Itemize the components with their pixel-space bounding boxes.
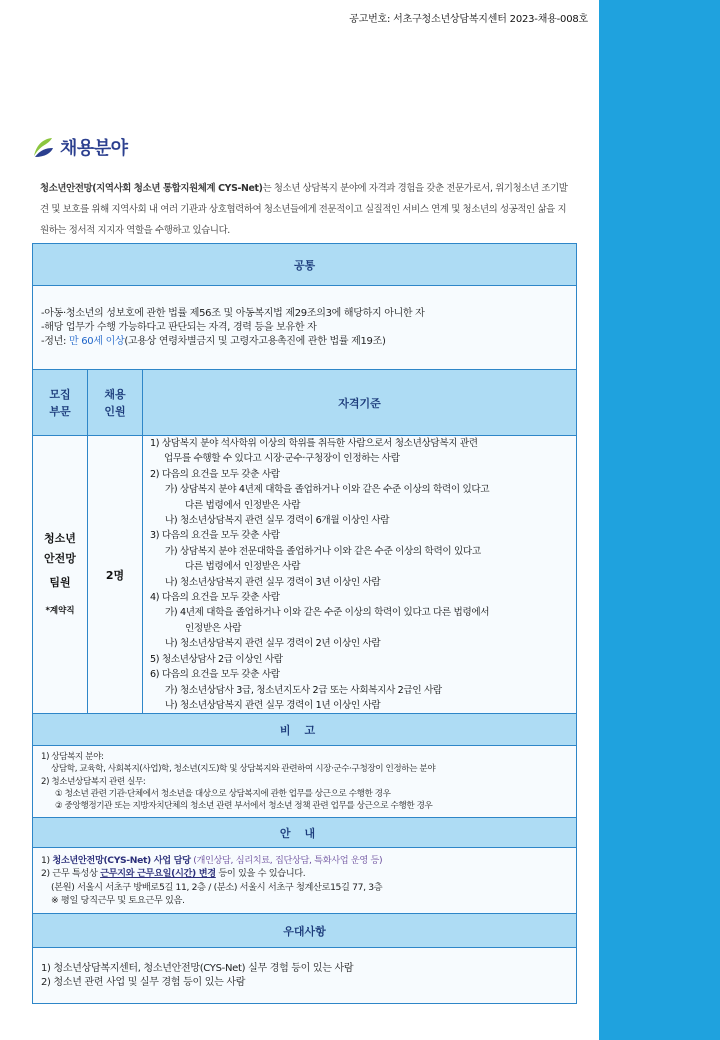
intro-paragraph [40, 178, 570, 241]
contract-note: *계약직 [45, 605, 75, 616]
notice-number: 공고번호: 서초구청소년상담복지센터 2023-채용-008호 [349, 14, 588, 25]
note-line: ① 청소년 관련 기관·단체에서 청소년을 대상으로 상담복지에 관한 업무를 상근으로 수행한 경우 [55, 789, 391, 800]
qualification-line: 1) 상담복지 분야 석사학위 이상의 학위를 취득한 사람으로서 청소년상담복지 관련 [150, 438, 478, 449]
retirement-age-highlight: 만 60세 이상 [68, 335, 125, 347]
guide-line-4: ※ 평일 당직근무 및 토요근무 있음. [51, 895, 185, 907]
note-line: 2) 청소년상담복지 관련 실무: [41, 776, 146, 787]
guide-line-1: 1) 청소년안전망(CYS-Net) 사업 담당 (개인상담, 심리치료, 집단상담, 특화사업 운영 등) [41, 855, 383, 866]
right-sidebar-band [599, 0, 720, 1040]
qualification-line: 다른 법령에서 인정받은 사람 [185, 561, 301, 573]
qualification-line: 인정받은 사람 [185, 622, 242, 634]
note-line: 상담학, 교육학, 사회복지(사업)학, 청소년(지도)학 및 상담복지와 관련하여 시장·군수·구청장이 인정하는 분야 [51, 764, 436, 775]
col-header-count: 채용 인원 [88, 370, 143, 436]
recruitment-table [32, 243, 577, 1004]
qualification-line: 나) 청소년상담복지 관련 실무 경력이 2년 이상인 사람 [165, 638, 381, 650]
common-line-2: -해당 업무가 수행 가능하다고 판단되는 자격, 경력 등을 보유한 자 [41, 321, 317, 333]
qualification-line: 가) 상담복지 분야 전문대학을 졸업하거나 이와 같은 수준 이상의 학력이 있다고 [165, 545, 481, 557]
preference-body [33, 948, 577, 1004]
qualification-line: 업무를 수행할 수 있다고 시장·군수·구청장이 인정하는 사람 [164, 453, 400, 465]
hiring-count: 2명 [88, 436, 143, 714]
qualification-list [143, 436, 577, 714]
leaf-icon [32, 136, 54, 158]
common-line-1: -아동·청소년의 성보호에 관한 법률 제56조 및 아동복지법 제29조의3에 해당하지 아니한 자 [41, 307, 425, 319]
col-header-qualification: 자격기준 [143, 370, 577, 436]
note-line: ② 중앙행정기관 또는 지방자치단체의 청소년 관련 부서에서 청소년 정책 관련 업무를 상근으로 수행한 경우 [55, 801, 433, 812]
qualification-line: 가) 상담복지 분야 4년제 대학을 졸업하거나 이와 같은 수준 이상의 학력이 있다고 [165, 484, 490, 496]
notes-header: 비고 [33, 714, 577, 746]
guide-header: 안내 [33, 818, 577, 848]
qualification-line: 6) 다음의 요건을 모두 갖춘 사람 [150, 669, 280, 681]
qualification-line: 4) 다음의 요건을 모두 갖춘 사람 [150, 592, 280, 604]
preference-header: 우대사항 [33, 914, 577, 948]
common-header: 공통 [33, 244, 577, 286]
notes-body [33, 746, 577, 818]
preference-line-1: 1) 청소년상담복지센터, 청소년안전망(CYS-Net) 실무 경험 등이 있는 사람 [41, 962, 354, 974]
qualification-line: 다른 법령에서 인정받은 사람 [185, 499, 301, 511]
section-title-text: 채용분야 [60, 138, 128, 159]
qualification-line: 나) 청소년상담복지 관련 실무 경력이 1년 이상인 사람 [165, 699, 381, 711]
col-header-dept: 모집 부문 [33, 370, 88, 436]
preference-line-2: 2) 청소년 관련 사업 및 실무 경험 등이 있는 사람 [41, 976, 246, 988]
qualification-line: 나) 청소년상담복지 관련 실무 경력이 6개월 이상인 사람 [165, 515, 390, 527]
qualification-line: 나) 청소년상담복지 관련 실무 경력이 3년 이상인 사람 [165, 576, 381, 588]
common-line-3: -정년: 만 60세 이상(고용상 연령차별금지 및 고령자고용촉진에 관한 법률 제19조) [41, 335, 386, 347]
dept-cell: 청소년 안전망 팀원 *계약직 [33, 436, 88, 714]
note-line: 1) 상담복지 분야: [41, 751, 104, 762]
section-title [32, 134, 128, 160]
intro-bold: 청소년안전망(지역사회 청소년 통합지원체계 CYS-Net) [40, 183, 263, 194]
qualification-line: 가) 청소년상담사 3급, 청소년지도사 2급 또는 사회복지사 2급인 사람 [165, 684, 442, 696]
guide-body [33, 848, 577, 914]
intro-rest: 는 청소년 상담복지 분야에 자격과 경험을 갖춘 전문가로서, 위기청소년 조기발견 및 보호를 위해 지역사회 내 여러 기관과 상호협력하여 청소년들에게 전문적이고 실질적인 서비스 연계 및 청소년의 성공적인 삶을 지원하는 정서적 지지자 역할을 수행하고 있습니다. [40, 183, 568, 236]
guide-line-3: (본원) 서울시 서초구 방배로5길 11, 2층 / (분소) 서울시 서초구 청계산로15길 77, 3층 [51, 881, 383, 893]
common-body [33, 286, 577, 370]
qualification-line: 가) 4년제 대학을 졸업하거나 이와 같은 수준 이상의 학력이 있다고 다른 법령에서 [165, 607, 490, 619]
qualification-line: 5) 청소년상담사 2급 이상인 사람 [150, 653, 283, 665]
guide-line-2: 2) 근무 특성상 근무지와 근무요일(시간) 변경 등이 있을 수 있습니다. [41, 868, 306, 880]
qualification-line: 3) 다음의 요건을 모두 갖춘 사람 [150, 530, 280, 542]
qualification-line: 2) 다음의 요건을 모두 갖춘 사람 [150, 468, 280, 480]
